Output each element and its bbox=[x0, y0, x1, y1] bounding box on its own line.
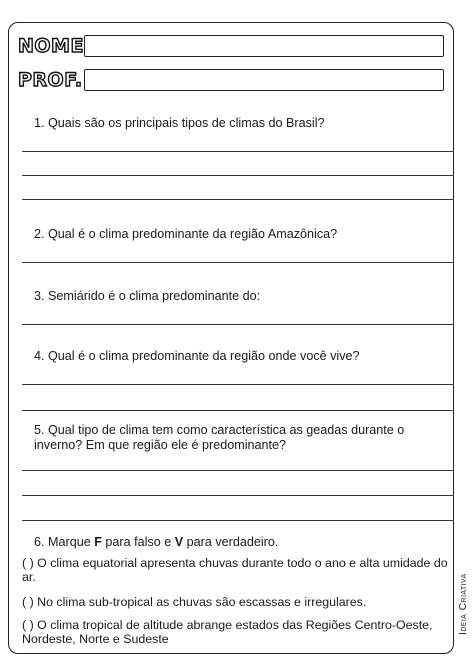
question-6-suffix: para verdadeiro. bbox=[183, 535, 279, 549]
question-4: 4. Qual é o clima predominante da região onde você vive? bbox=[34, 349, 360, 363]
name-label: NOME bbox=[18, 35, 84, 57]
teacher-field[interactable] bbox=[84, 69, 444, 91]
answer-line[interactable] bbox=[22, 199, 454, 200]
answer-line[interactable] bbox=[22, 262, 454, 263]
true-letter: V bbox=[174, 535, 184, 549]
answer-line[interactable] bbox=[22, 151, 454, 152]
name-field[interactable] bbox=[84, 35, 444, 57]
answer-line[interactable] bbox=[22, 520, 454, 521]
teacher-label: PROF. bbox=[18, 69, 83, 91]
option-3[interactable]: ( ) O clima tropical de altitude abrange estados das Regiões Centro-Oeste, Nordeste, Norte e Sudeste bbox=[22, 618, 433, 646]
question-6-prefix: 6. Marque bbox=[34, 535, 95, 549]
answer-line[interactable] bbox=[22, 495, 454, 496]
question-6 bbox=[34, 535, 434, 550]
answer-line[interactable] bbox=[22, 384, 454, 385]
answer-line[interactable] bbox=[22, 410, 454, 411]
option-2[interactable]: ( ) No clima sub-tropical as chuvas são escassas e irregulares. bbox=[22, 595, 367, 609]
question-1: 1. Quais são os principais tipos de climas do Brasil? bbox=[34, 116, 325, 130]
question-2: 2. Qual é o clima predominante da região Amazônica? bbox=[34, 227, 338, 241]
question-6-middle: para falso e bbox=[101, 535, 175, 549]
question-5: 5. Qual tipo de clima tem como característica as geadas durante o inverno? Em que região ele é predominante? bbox=[34, 423, 405, 452]
false-letter: F bbox=[94, 535, 102, 549]
question-3: 3. Semiárido é o clima predominante do: bbox=[34, 289, 261, 303]
answer-line[interactable] bbox=[22, 175, 454, 176]
answer-line[interactable] bbox=[22, 324, 454, 325]
answer-line[interactable] bbox=[22, 470, 454, 471]
watermark: Ideia Criativa bbox=[457, 573, 469, 635]
option-1[interactable]: ( ) O clima equatorial apresenta chuvas durante todo o ano e alta umidade do ar. bbox=[22, 556, 448, 584]
